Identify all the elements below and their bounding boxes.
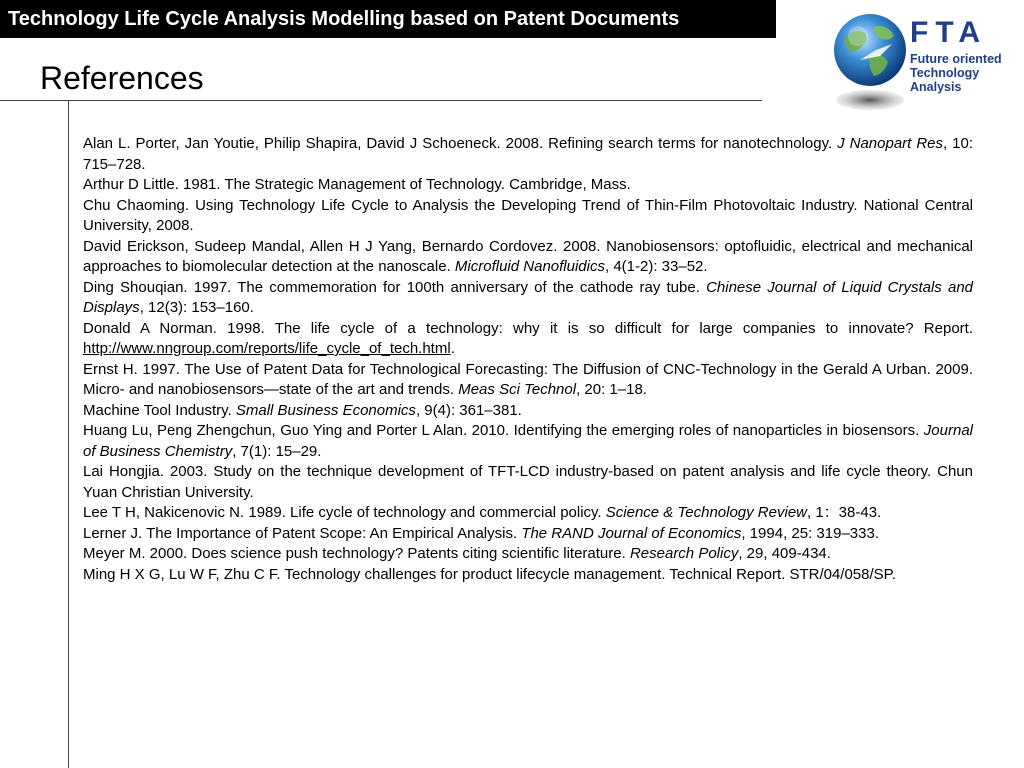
- reference-item: Huang Lu, Peng Zhengchun, Guo Ying and Porter L Alan. 2010. Identifying the emerging roles of nanoparticles in biosensors. Journal of Business Chemistry, 7(1): 15–29.: [83, 422, 973, 460]
- reference-link[interactable]: http://www.nngroup.com/reports/life_cycle_of_tech.html: [83, 340, 451, 357]
- slide-title-bar: [0, 0, 776, 38]
- reference-item: Ding Shouqian. 1997. The commemoration for 100th anniversary of the cathode ray tube. Chinese Journal of Liquid Crystals and Displays, 12(3): 153–160.: [83, 278, 974, 316]
- reference-item: Lee T H, Nakicenovic N. 1989. Life cycle of technology and commercial policy. Science & Technology Review, 1：38-43.: [83, 504, 882, 521]
- logo-tagline-line: Analysis: [910, 80, 962, 94]
- reference-item: Machine Tool Industry. Small Business Economics, 9(4): 361–381.: [83, 401, 522, 419]
- reference-item: Ernst H. 1997. The Use of Patent Data for Technological Forecasting: The Diffusion of CNC-Technology in the Gerald A Urban. 2009. Micro- and nanobiosensors—state of the art and trends. Meas Sci Technol, 20: 1–18.: [83, 360, 973, 398]
- globe-icon: [830, 10, 910, 114]
- reference-item: Lerner J. The Importance of Patent Scope: An Empirical Analysis. The RAND Journal of Economics, 1994, 25: 319–333.: [83, 524, 879, 542]
- reference-list: [83, 134, 973, 585]
- reference-item: Donald A Norman. 1998. The life cycle of a technology: why it is so difficult for large companies to innovate? Report. http://www.nngroup.com/reports/life_cycle_of_tech.html.: [83, 319, 973, 357]
- reference-item: Ming H X G, Lu W F, Zhu C F. Technology challenges for product lifecycle management. Technical Report. STR/04/058/SP.: [83, 565, 896, 583]
- logo-tagline-line: Future oriented: [910, 52, 1002, 66]
- reference-item: Meyer M. 2000. Does science push technology? Patents citing scientific literature. Research Policy, 29, 409-434.: [83, 545, 831, 562]
- reference-item: Lai Hongjia. 2003. Study on the technique development of TFT-LCD industry-based on patent analysis and life cycle theory. Chun Yuan Christian University.: [83, 463, 973, 501]
- reference-item: Chu Chaoming. Using Technology Life Cycle to Analysis the Developing Trend of Thin-Film Photovoltaic Industry. National Central University, 2008.: [83, 196, 973, 234]
- logo-tagline-line: Technology: [910, 66, 980, 80]
- reference-item: David Erickson, Sudeep Mandal, Allen H J Yang, Bernardo Cordovez. 2008. Nanobiosensors: optofluidic, electrical and mechanical approaches to biomolecular detection at the nanoscale. Microfluid Nanofluidics, 4(1-2): 33–52.: [83, 237, 973, 275]
- logo-acronym: FTA: [910, 16, 988, 49]
- reference-item: Alan L. Porter, Jan Youtie, Philip Shapira, David J Schoeneck. 2008. Refining search terms for nanotechnology. J Nanopart Res, 10: 715–728.: [83, 135, 974, 173]
- logo-tagline: [910, 52, 1002, 94]
- vertical-divider: [68, 100, 69, 768]
- fta-logo: [830, 10, 1016, 114]
- horizontal-divider: [0, 100, 762, 101]
- reference-item: Arthur D Little. 1981. The Strategic Management of Technology. Cambridge, Mass.: [83, 176, 631, 193]
- page-title: References: [40, 60, 204, 96]
- slide-title: Technology Life Cycle Analysis Modelling based on Patent Documents: [8, 8, 680, 30]
